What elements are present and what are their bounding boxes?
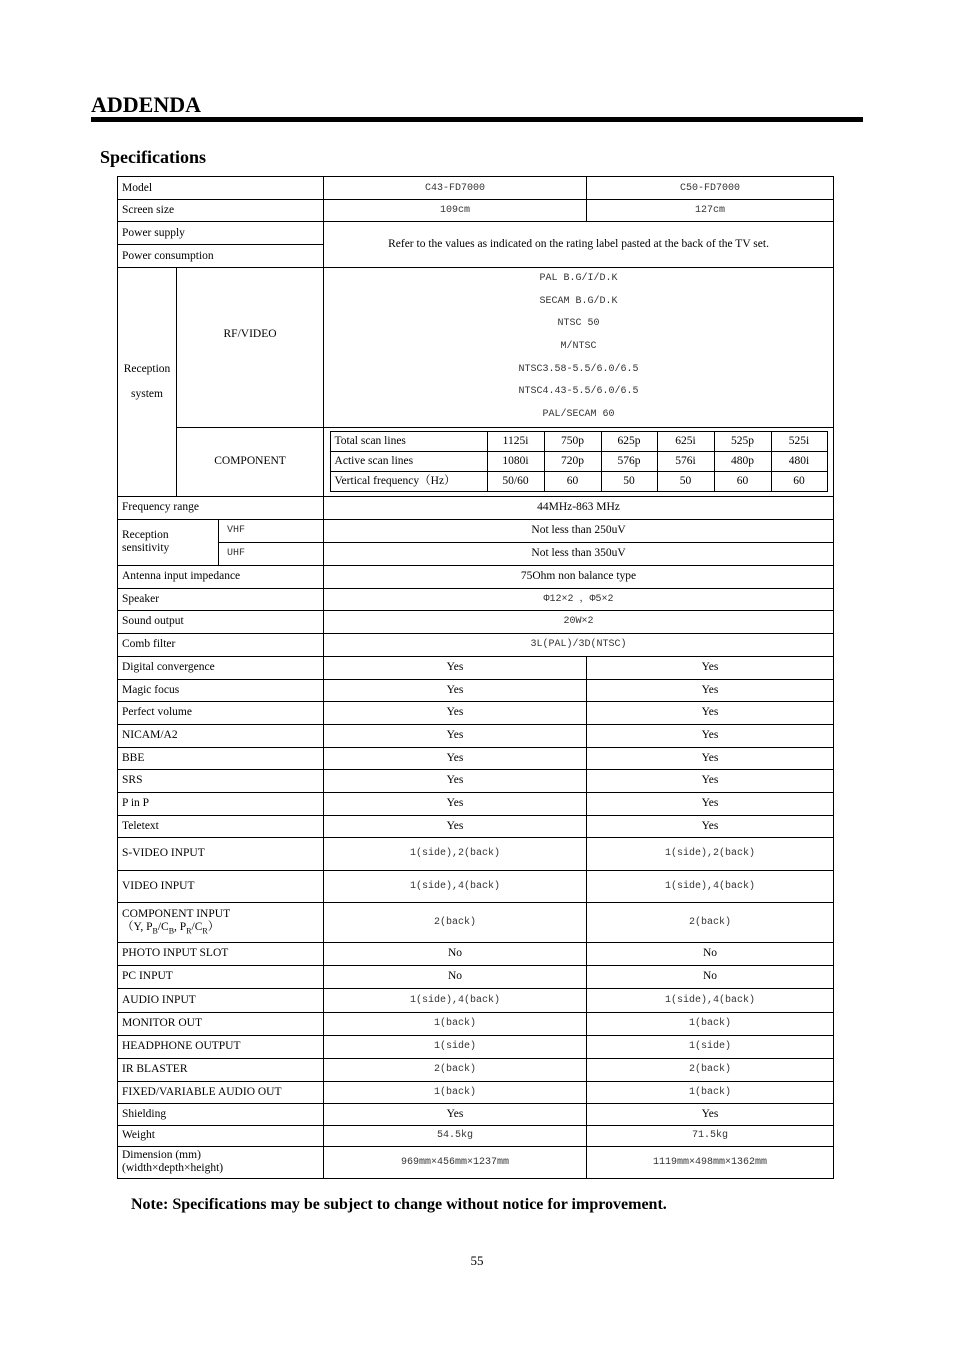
row-value: Yes: [587, 724, 834, 747]
table-row: [118, 1125, 834, 1146]
table-cell: 1080i: [487, 452, 544, 472]
table-row: [118, 588, 834, 610]
row-label: Digital convergence: [118, 656, 324, 679]
table-row: [118, 610, 834, 633]
page-number: 55: [470, 1253, 484, 1268]
table-row-model: [118, 177, 834, 200]
row-value: Yes: [587, 679, 834, 701]
table-row: [118, 1012, 834, 1035]
section-title: Specifications: [100, 147, 206, 167]
table-row-power-supply: [118, 222, 834, 245]
table-row: [330, 452, 827, 472]
table-cell: 50: [657, 472, 714, 492]
table-row-svideo-input: [118, 837, 834, 870]
row-label: Model: [118, 177, 324, 200]
rf-video-values: [324, 268, 834, 428]
row-value: 2(back): [587, 902, 834, 942]
row-value: 1119mm×498mm×1362mm: [587, 1146, 834, 1178]
row-label: NICAM/A2: [118, 724, 324, 747]
table-row-component: [118, 427, 834, 496]
table-row: [330, 472, 827, 492]
table-row: [118, 1035, 834, 1058]
vhf-value: Not less than 250uV: [324, 519, 834, 542]
row-label: P in P: [118, 792, 324, 815]
table-cell: 525i: [771, 432, 827, 452]
row-value: Yes: [587, 792, 834, 815]
table-row: [118, 747, 834, 769]
table-cell: 525p: [714, 432, 771, 452]
table-row: [118, 769, 834, 792]
model-1-value: C43-FD7000: [324, 177, 587, 200]
row-label: S-VIDEO INPUT: [118, 837, 324, 870]
row-value: 2(back): [587, 1058, 834, 1081]
row-value: No: [587, 942, 834, 965]
table-row: [118, 988, 834, 1012]
row-value: Yes: [587, 815, 834, 837]
table-cell: 720p: [544, 452, 601, 472]
label-subscript: R: [202, 925, 208, 935]
row-value: 1(side): [587, 1035, 834, 1058]
table-row: [118, 701, 834, 724]
reception-system-label-line2: system: [131, 387, 163, 400]
table-row: [118, 942, 834, 965]
table-row: [330, 432, 827, 452]
component-input-label: [118, 902, 324, 942]
row-value: Yes: [324, 724, 587, 747]
row-label: Shielding: [118, 1103, 324, 1125]
table-row: [118, 965, 834, 988]
dimension-label-line1: Dimension (mm): [122, 1149, 201, 1162]
row-value: 969mm×456mm×1237mm: [324, 1146, 587, 1178]
component-row-label: Active scan lines: [330, 452, 487, 472]
row-label: Antenna input impedance: [118, 565, 324, 588]
screen-size-1-value: 109cm: [324, 200, 587, 222]
row-label: IR BLASTER: [118, 1058, 324, 1081]
row-value: Yes: [324, 1103, 587, 1125]
table-cell: 480i: [771, 452, 827, 472]
table-row-dimension: [118, 1146, 834, 1178]
table-row: [118, 1103, 834, 1125]
rf-standard: NTSC3.58-5.5/6.0/6.5: [518, 363, 639, 375]
row-value: Yes: [587, 656, 834, 679]
row-label: Weight: [118, 1125, 324, 1146]
table-row-rf-video: [118, 268, 834, 428]
row-value: Yes: [324, 769, 587, 792]
row-value: 1(side),2(back): [587, 837, 834, 870]
table-row: [118, 633, 834, 656]
table-row: [118, 724, 834, 747]
table-cell: 750p: [544, 432, 601, 452]
rf-standard: M/NTSC: [560, 341, 597, 353]
row-label: Screen size: [118, 200, 324, 222]
component-row-label: Vertical frequency（Hz）: [330, 472, 487, 492]
table-cell: 576p: [601, 452, 657, 472]
table-cell: 60: [771, 472, 827, 492]
label-subscript: R: [186, 925, 192, 935]
row-label: Frequency range: [118, 496, 324, 519]
row-label: MONITOR OUT: [118, 1012, 324, 1035]
row-value: 1(side),4(back): [324, 870, 587, 902]
table-cell: 60: [714, 472, 771, 492]
table-row: [118, 1058, 834, 1081]
uhf-value: Not less than 350uV: [324, 542, 834, 565]
table-cell: 50/60: [487, 472, 544, 492]
specifications-table: [117, 176, 834, 1179]
model-2-value: C50-FD7000: [587, 177, 834, 200]
label-part: （Y, P: [122, 920, 153, 933]
table-row-component-input: [118, 902, 834, 942]
rf-standard: NTSC4.43-5.5/6.0/6.5: [518, 386, 639, 398]
label-subscript: B: [152, 925, 158, 935]
component-input-label-line2: [122, 921, 319, 937]
row-label: FIXED/VARIABLE AUDIO OUT: [118, 1081, 324, 1103]
row-label: Perfect volume: [118, 701, 324, 724]
row-label: Power supply: [118, 222, 324, 245]
row-label: VIDEO INPUT: [118, 870, 324, 902]
row-value: 71.5kg: [587, 1125, 834, 1146]
row-label: AUDIO INPUT: [118, 988, 324, 1012]
row-value: Yes: [324, 792, 587, 815]
row-value: 2(back): [324, 1058, 587, 1081]
table-cell: 625i: [657, 432, 714, 452]
reception-system-label: [118, 268, 177, 497]
row-value: 3L(PAL)/3D(NTSC): [324, 633, 834, 656]
row-value: No: [324, 942, 587, 965]
rf-video-label: RF/VIDEO: [177, 268, 324, 428]
dimension-label: [118, 1146, 324, 1178]
row-value: 1(back): [587, 1081, 834, 1103]
label-part: , P: [174, 920, 187, 933]
power-note: Refer to the values as indicated on the rating label pasted at the back of the TV set.: [324, 222, 834, 268]
table-cell: 625p: [601, 432, 657, 452]
row-value: 1(back): [324, 1081, 587, 1103]
row-label: PC INPUT: [118, 965, 324, 988]
table-cell: 50: [601, 472, 657, 492]
row-value: Yes: [587, 747, 834, 769]
row-value: Yes: [587, 1103, 834, 1125]
row-label: Power consumption: [118, 245, 324, 268]
row-label: Sound output: [118, 610, 324, 633]
page-title: ADDENDA: [91, 92, 201, 117]
row-value: Yes: [587, 769, 834, 792]
reception-system-label-line1: Reception: [123, 362, 171, 375]
row-label: SRS: [118, 769, 324, 792]
row-value: 1(back): [324, 1012, 587, 1035]
screen-size-2-value: 127cm: [587, 200, 834, 222]
row-label: Teletext: [118, 815, 324, 837]
rf-standard: SECAM B.G/D.K: [539, 295, 618, 307]
label-part: ）: [207, 920, 220, 933]
row-value: 1(side),4(back): [587, 870, 834, 902]
row-label: Magic focus: [118, 679, 324, 701]
rf-standard: PAL/SECAM 60: [542, 409, 615, 421]
table-row-sensitivity-uhf: [118, 542, 834, 565]
note-text: Note: Specifications may be subject to change without notice for improvement.: [131, 1196, 667, 1213]
table-cell: 576i: [657, 452, 714, 472]
component-table: [330, 431, 828, 492]
row-value: No: [324, 965, 587, 988]
table-row-video-input: [118, 870, 834, 902]
row-value: Yes: [324, 747, 587, 769]
table-row: [118, 1081, 834, 1103]
row-label: BBE: [118, 747, 324, 769]
vhf-label: VHF: [219, 519, 324, 542]
table-row-screen-size: [118, 200, 834, 222]
rf-standard: NTSC 50: [557, 318, 600, 330]
title-rule: [91, 117, 863, 122]
rf-standard: PAL B.G/I/D.K: [539, 273, 618, 284]
row-label: Speaker: [118, 588, 324, 610]
table-row: [118, 792, 834, 815]
table-row: [118, 815, 834, 837]
component-label: COMPONENT: [177, 427, 324, 496]
table-row-frequency-range: [118, 496, 834, 519]
uhf-label: UHF: [219, 542, 324, 565]
dimension-label-line2: (width×depth×height): [122, 1162, 224, 1175]
row-value: 1(side),2(back): [324, 837, 587, 870]
row-label: HEADPHONE OUTPUT: [118, 1035, 324, 1058]
table-row-sensitivity-vhf: [118, 519, 834, 542]
row-value: 1(side): [324, 1035, 587, 1058]
table-row: [118, 656, 834, 679]
row-value: 2(back): [324, 902, 587, 942]
frequency-range-value: 44MHz-863 MHz: [324, 496, 834, 519]
table-row: [118, 679, 834, 701]
label-part: /C: [191, 920, 203, 933]
row-label: PHOTO INPUT SLOT: [118, 942, 324, 965]
row-value: Yes: [324, 701, 587, 724]
row-value: 75Ohm non balance type: [324, 565, 834, 588]
row-value: Yes: [324, 815, 587, 837]
row-value: 1(side),4(back): [324, 988, 587, 1012]
component-input-label-line1: COMPONENT INPUT: [122, 907, 231, 920]
label-part: /C: [157, 920, 169, 933]
component-table-cell: [324, 427, 834, 496]
sensitivity-label: Reception sensitivity: [118, 519, 219, 565]
row-value: 1(side),4(back): [587, 988, 834, 1012]
label-subscript: B: [168, 925, 175, 935]
component-row-label: Total scan lines: [330, 432, 487, 452]
table-cell: 480p: [714, 452, 771, 472]
table-cell: 60: [544, 472, 601, 492]
row-value: No: [587, 965, 834, 988]
table-cell: 1125i: [487, 432, 544, 452]
table-row: [118, 565, 834, 588]
row-value: 1(back): [587, 1012, 834, 1035]
row-value: Yes: [324, 679, 587, 701]
row-label: Comb filter: [118, 633, 324, 656]
row-value: Yes: [587, 701, 834, 724]
row-value: Yes: [324, 656, 587, 679]
row-value: Φ12×2 ，Φ5×2: [324, 588, 834, 610]
row-value: 54.5kg: [324, 1125, 587, 1146]
row-value: 20W×2: [324, 610, 834, 633]
